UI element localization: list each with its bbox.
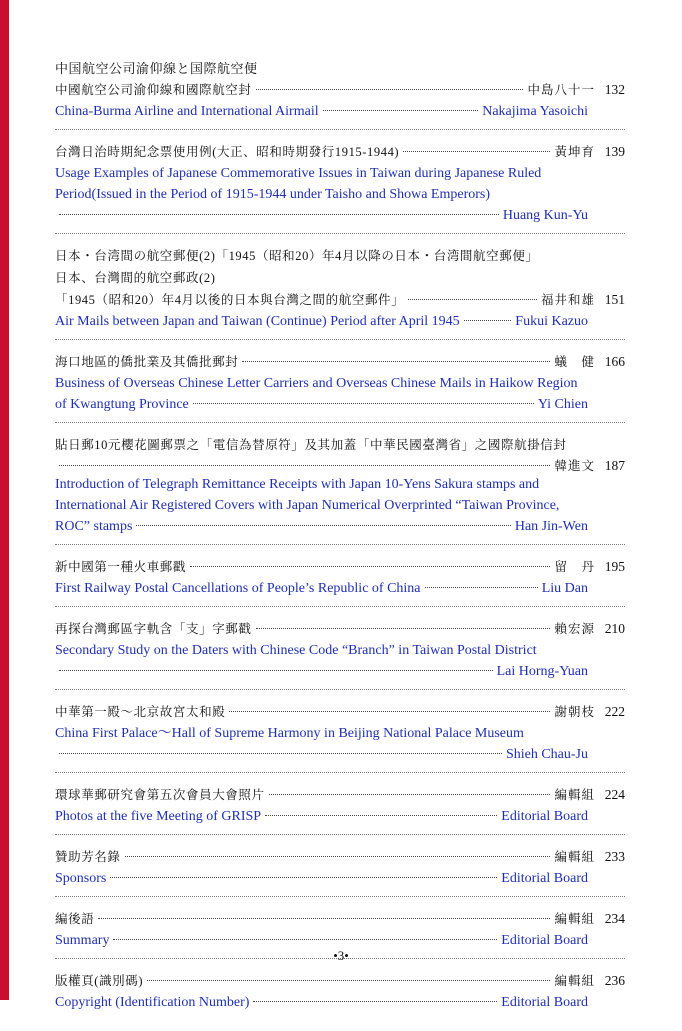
dot-leader	[229, 711, 550, 712]
entry-page-number: 195	[604, 559, 625, 574]
entry-author-zh: 福井和雄	[540, 293, 595, 307]
dot-leader	[59, 214, 499, 215]
page-footer-number: •3•	[333, 948, 349, 963]
entry-page-number: 236	[604, 973, 625, 988]
entry-title-zh: 台灣日治時期紀念票使用例(大正、昭和時期發行1915-1944)	[55, 145, 400, 159]
entry-title-en: China-Burma Airline and International Airmail	[55, 104, 319, 119]
entry-author-en: Editorial Board	[501, 933, 588, 948]
entry-title-zh: 貼日郵10元櫻花圖郵票之「電信為替原符」及其加蓋「中華民國臺灣省」之國際航掛信封	[55, 438, 567, 452]
dot-leader	[190, 566, 550, 567]
dot-leader	[59, 465, 550, 466]
entry-author-zh: 編輯組	[554, 850, 595, 864]
entry-author-en: Liu Dan	[541, 581, 588, 596]
entry-title-en: Introduction of Telegraph Remittance Receipts with Japan 10-Yens Sakura stamps and	[55, 477, 540, 492]
entry-author-zh: 賴宏源	[554, 622, 595, 636]
entry-title-zh: 版權頁(識別碼)	[55, 974, 144, 988]
toc-entry[interactable]	[55, 846, 625, 897]
dot-leader	[425, 587, 538, 588]
dot-leader	[323, 110, 479, 111]
dot-leader	[98, 918, 550, 919]
entry-page-number: 166	[604, 354, 625, 369]
entry-title-zh: 新中國第一種火車郵戳	[55, 560, 187, 574]
entry-title-en: Air Mails between Japan and Taiwan (Continue) Period after April 1945	[55, 314, 460, 329]
entry-title-zh: 日本、台灣間的航空郵政(2)	[55, 271, 216, 285]
entry-title-en: Photos at the five Meeting of GRISP	[55, 809, 262, 824]
dot-leader	[113, 939, 497, 940]
entry-title-zh: 贊助芳名錄	[55, 850, 121, 864]
entry-title-en: Usage Examples of Japanese Commemorative Issues in Taiwan during Japanese Ruled Period(Issued in the Period of 1915-1944 under Taisho and Showa Emperors)	[55, 166, 542, 202]
entry-author-en: Shieh Chau-Ju	[505, 747, 588, 762]
entry-title-zh: 編後語	[55, 912, 95, 926]
entry-author-en: Fukui Kazuo	[515, 314, 588, 329]
toc-entry[interactable]	[55, 970, 625, 1020]
entry-page-number: 222	[604, 704, 625, 719]
toc-entry[interactable]	[55, 618, 625, 690]
entry-title-zh: 再探台灣郵區字軌含「支」字郵戳	[55, 622, 252, 636]
entry-title-en: China First Palace～Hall of Supreme Harmony in Beijing National Palace Museum	[55, 726, 524, 741]
entry-author-zh: 留 丹	[554, 560, 595, 574]
entry-title-en: Secondary Study on the Daters with Chinese Code “Branch” in Taiwan Postal District	[55, 643, 537, 658]
toc-page	[55, 58, 625, 1031]
entry-title-en: of Kwangtung Province	[55, 397, 189, 412]
entry-author-en: Lai Horng-Yuan	[496, 664, 588, 679]
entry-author-en: Han Jin-Wen	[514, 519, 588, 534]
entry-title-en: Summary	[55, 933, 110, 948]
dot-leader	[242, 361, 550, 362]
entry-author-zh: 謝朝枝	[554, 705, 595, 719]
dot-leader	[253, 1001, 497, 1002]
entry-title-en: Copyright (Identification Number)	[55, 995, 250, 1010]
entry-author-en: Editorial Board	[501, 871, 588, 886]
entry-author-zh: 黃坤育	[554, 145, 595, 159]
entry-title-zh: 日本・台湾間の航空郵便(2)「1945（昭和20）年4月以降の日本・台湾間航空郵便」	[55, 249, 539, 263]
toc-entry[interactable]	[55, 784, 625, 835]
entry-author-zh: 編輯組	[554, 974, 595, 988]
entry-author-zh: 韓進文	[554, 459, 595, 473]
entry-author-zh: 中島八十一	[527, 83, 595, 97]
dot-leader	[408, 299, 537, 300]
dot-leader	[193, 403, 534, 404]
toc-entry[interactable]	[55, 79, 625, 130]
dot-leader	[59, 753, 502, 754]
entry-title-zh: 「1945（昭和20）年4月以後的日本與台灣之間的航空郵件」	[55, 293, 405, 307]
entry-title-en: International Air Registered Covers with Japan Numerical Overprinted “Taiwan Province,	[55, 498, 560, 513]
dot-leader	[136, 525, 510, 526]
dot-leader	[403, 151, 550, 152]
dot-leader	[147, 980, 550, 981]
dot-leader	[59, 670, 493, 671]
toc-entry[interactable]	[55, 701, 625, 773]
entry-author-en: Editorial Board	[501, 809, 588, 824]
entry-page-number: 132	[604, 82, 625, 97]
dot-leader	[256, 628, 551, 629]
entry-page-number: 233	[604, 849, 625, 864]
section-heading: 中国航空公司渝仰線と国際航空便	[55, 61, 258, 76]
toc-entry[interactable]	[55, 556, 625, 607]
dot-leader	[110, 877, 497, 878]
entry-author-en: Editorial Board	[501, 995, 588, 1010]
entry-page-number: 151	[604, 292, 625, 307]
entry-title-en: Business of Overseas Chinese Letter Carriers and Overseas Chinese Mails in Haikow Region	[55, 376, 578, 391]
toc-entry[interactable]	[55, 245, 625, 340]
toc-entry[interactable]	[55, 351, 625, 423]
entry-author-zh: 編輯組	[554, 912, 595, 926]
entry-title-en: ROC” stamps	[55, 519, 133, 534]
entry-page-number: 139	[604, 144, 625, 159]
entry-author-zh: 蟻 健	[554, 355, 595, 369]
dot-leader	[269, 794, 551, 795]
dot-leader	[464, 320, 512, 321]
entry-page-number: 224	[604, 787, 625, 802]
entry-author-en: Nakajima Yasoichi	[482, 104, 588, 119]
entry-title-zh: 環球華郵研究會第五次會員大會照片	[55, 788, 265, 802]
toc-entry[interactable]	[55, 141, 625, 234]
dot-leader	[125, 856, 551, 857]
entry-author-zh: 編輯組	[554, 788, 595, 802]
dot-leader	[256, 89, 524, 90]
toc-entry[interactable]	[55, 434, 625, 545]
entry-page-number: 210	[604, 621, 625, 636]
entry-page-number: 187	[604, 458, 625, 473]
entry-author-en: Huang Kun-Yu	[502, 208, 588, 223]
entry-title-zh: 中國航空公司渝仰線和國際航空封	[55, 83, 252, 97]
entry-page-number: 234	[604, 911, 625, 926]
entry-title-zh: 中華第一殿～北京故宮太和殿	[55, 705, 226, 719]
entry-title-en: Sponsors	[55, 871, 107, 886]
page-edge-stripe	[0, 0, 9, 1000]
entry-title-zh: 海口地區的僑批業及其僑批郵封	[55, 355, 239, 369]
entry-title-en: First Railway Postal Cancellations of People’s Republic of China	[55, 581, 421, 596]
dot-leader	[265, 815, 497, 816]
entry-author-en: Yi Chien	[537, 397, 588, 412]
